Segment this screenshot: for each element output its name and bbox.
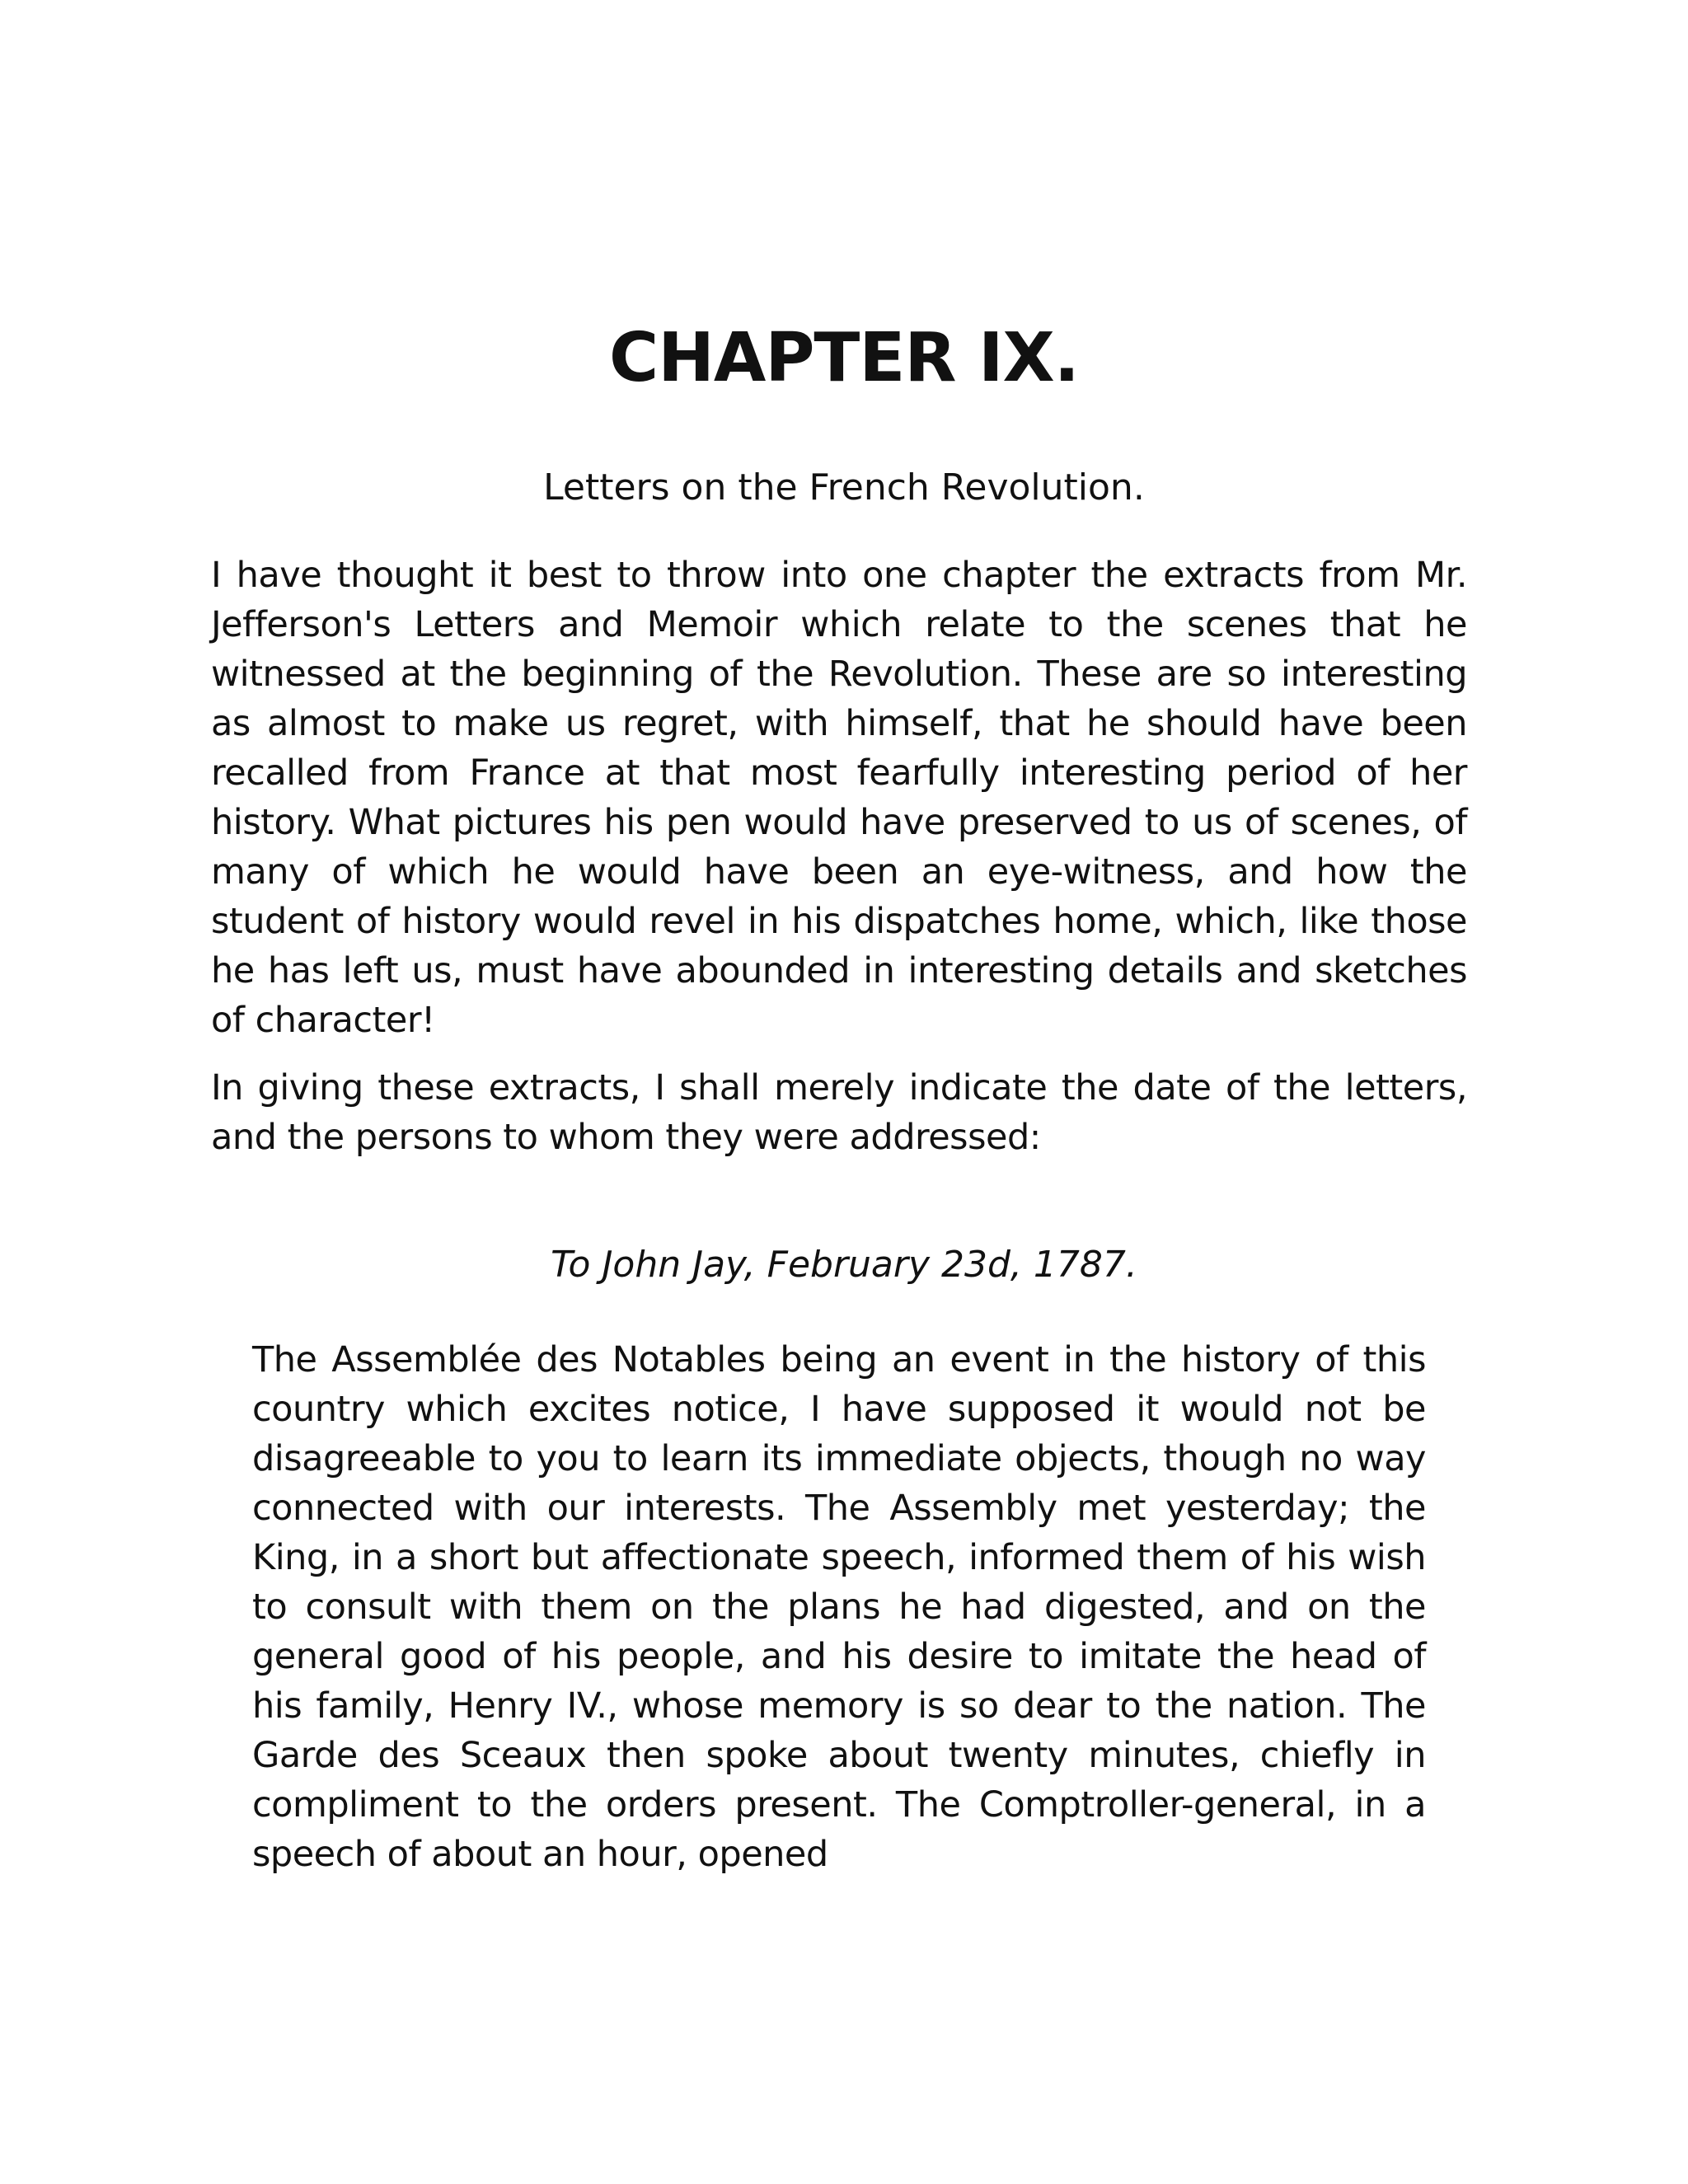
letter-body: The Assemblée des Notables being an event in the history of this country which excites notice, I have supposed it would not be disagreeable to you to learn its immediate objects, though no way connected with our interests. The Assembly met yesterday; the King, in a short but affectionate speech, informed them of his wish to consult with them on the plans he had digested, and on the general good of his people, and his desire to imitate the head of his family, Henry IV., whose memory is so dear to the nation. The Garde des Sceaux then spoke about twenty minutes, chiefly in compliment to the orders present. The Comptroller-general, in a speech of about an hour, opened bbox=[252, 1339, 1426, 1875]
chapter-subtitle: Letters on the French Revolution. bbox=[543, 466, 1145, 509]
letter-heading: To John Jay, February 23d, 1787. bbox=[551, 1244, 1137, 1286]
intro-paragraph-2: In giving these extracts, I shall merely indicate the date of the letters, and the persons to whom they were addressed: bbox=[211, 1067, 1467, 1158]
chapter-title: CHAPTER IX. bbox=[609, 319, 1079, 397]
intro-paragraph-1: I have thought it best to throw into one chapter the extracts from Mr. Jefferson's Letters and Memoir which relate to the scenes that he witnessed at the beginning of the Revolution. These are so interesting as almost to make us regret, with himself, that he should have been recalled from France at that most fearfully interesting period of her history. What pictures his pen would have preserved to us of scenes, of many of which he would have been an eye-witness, and how the student of history would revel in his dispatches home, which, like those he has left us, must have abounded in interesting details and sketches of character! bbox=[211, 555, 1467, 1041]
